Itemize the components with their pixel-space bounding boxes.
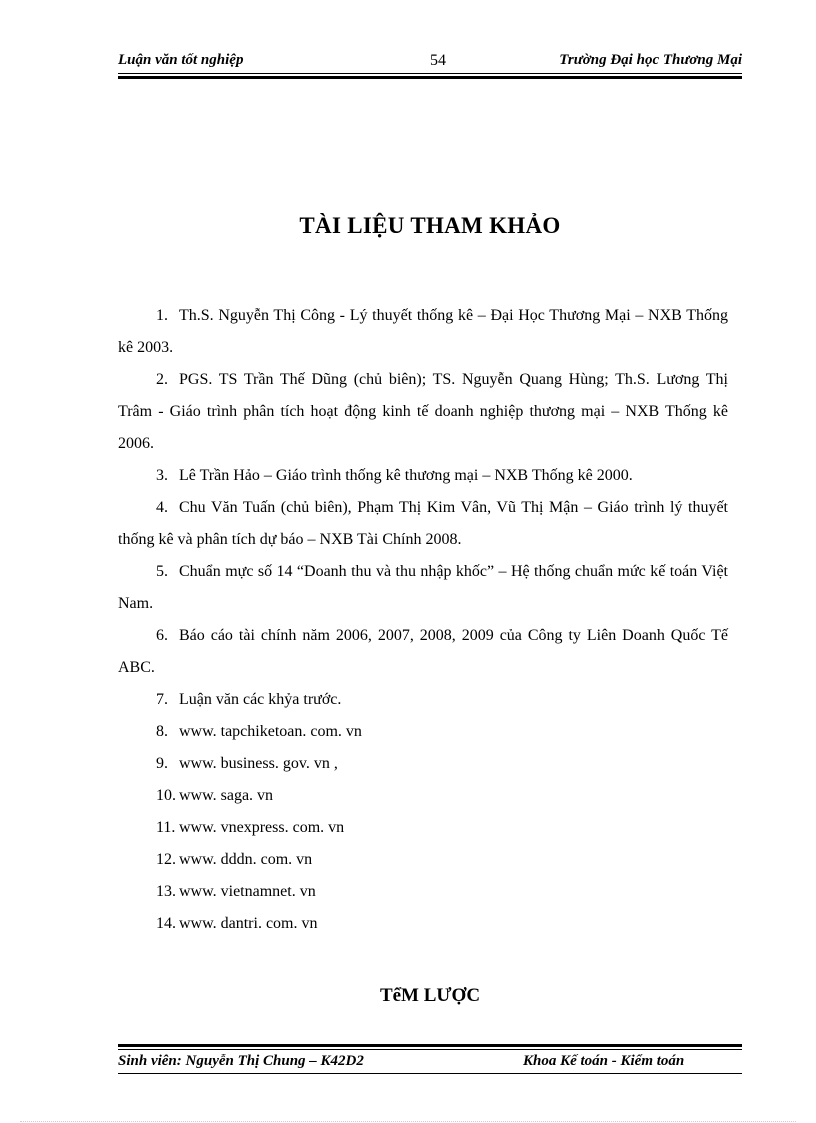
ref-text: www. dddn. com. vn: [179, 851, 313, 868]
footer-rule-thin: [118, 1049, 742, 1050]
header-rule-thin: [118, 73, 742, 74]
list-item: [118, 716, 728, 748]
list-item: [118, 748, 728, 780]
ref-text: Luận văn các khỷa trước.: [179, 691, 342, 708]
ref-number: 2.: [156, 371, 168, 388]
footer-rule-thick: [118, 1044, 742, 1047]
page-title: TÀI LIỆU THAM KHẢO: [299, 213, 561, 238]
ref-number: 5.: [156, 563, 168, 580]
ref-number: 1.: [156, 307, 168, 324]
ref-text: www. tapchiketoan. com. vn: [179, 723, 362, 740]
header-page-number: 54: [430, 52, 446, 69]
ref-text: Th.S. Nguyễn Thị Công - Lý thuyết thống kê – Đại Học Thương Mại – NXB Thống kê 2003.: [118, 307, 728, 356]
ref-text: www. saga. vn: [179, 787, 274, 804]
header-thesis-label: Luận văn tốt nghiệp: [118, 52, 244, 68]
ref-number: 9.: [156, 755, 168, 772]
footer-student: Sinh viên: Nguyễn Thị Chung – K42D2: [118, 1053, 364, 1069]
list-item: [118, 812, 728, 844]
ref-number: 10.: [156, 787, 176, 804]
ref-text: Chuẩn mực số 14 “Doanh thu và thu nhập khốc” – Hệ thống chuẩn mức kế toán Việt Nam.: [118, 563, 728, 612]
ref-text: www. dantri. com. vn: [179, 915, 318, 932]
list-item: [118, 780, 728, 812]
list-item: [118, 364, 728, 460]
list-item: [118, 620, 728, 684]
ref-text: Báo cáo tài chính năm 2006, 2007, 2008, 2009 của Công ty Liên Doanh Quốc Tế ABC.: [118, 627, 728, 676]
page-header: [118, 52, 742, 74]
list-item: [118, 556, 728, 620]
list-item: [118, 876, 728, 908]
ref-text: www. business. gov. vn ,: [179, 755, 338, 772]
ref-text: Chu Văn Tuấn (chủ biên), Phạm Thị Kim Vân, Vũ Thị Mận – Giáo trình lý thuyết thống kê và phân tích dự báo – NXB Tài Chính 2008.: [118, 499, 728, 548]
ref-number: 8.: [156, 723, 168, 740]
page-footer: [118, 1053, 742, 1075]
ref-number: 13.: [156, 883, 176, 900]
ref-number: 4.: [156, 499, 168, 516]
ref-number: 7.: [156, 691, 168, 708]
ref-text: Lê Trần Hảo – Giáo trình thống kê thương mại – NXB Thống kê 2000.: [179, 467, 633, 484]
ref-number: 6.: [156, 627, 168, 644]
ref-number: 3.: [156, 467, 168, 484]
list-item: [118, 844, 728, 876]
section-heading: TểM LƯỢC: [379, 985, 481, 1006]
header-rule-thick: [118, 76, 742, 79]
list-item: [118, 492, 728, 556]
list-item: [118, 908, 728, 940]
footer-faculty: Khoa Kế toán - Kiểm toán: [523, 1053, 685, 1069]
reference-list: [118, 300, 728, 940]
page-edge-divider: [20, 1121, 796, 1122]
ref-text: PGS. TS Trần Thế Dũng (chủ biên); TS. Nguyễn Quang Hùng; Th.S. Lương Thị Trâm - Giáo trình phân tích hoạt động kinh tế doanh nghiệp thương mại – NXB Thống kê 2006.: [118, 371, 728, 452]
ref-number: 14.: [156, 915, 176, 932]
list-item: [118, 460, 728, 492]
ref-number: 12.: [156, 851, 176, 868]
list-item: [118, 300, 728, 364]
footer-bottom-rule: [118, 1073, 742, 1074]
header-university: Trường Đại học Thương Mại: [559, 52, 742, 68]
list-item: [118, 684, 728, 716]
ref-number: 11.: [156, 819, 176, 836]
ref-text: www. vnexpress. com. vn: [179, 819, 345, 836]
ref-text: www. vietnamnet. vn: [179, 883, 316, 900]
